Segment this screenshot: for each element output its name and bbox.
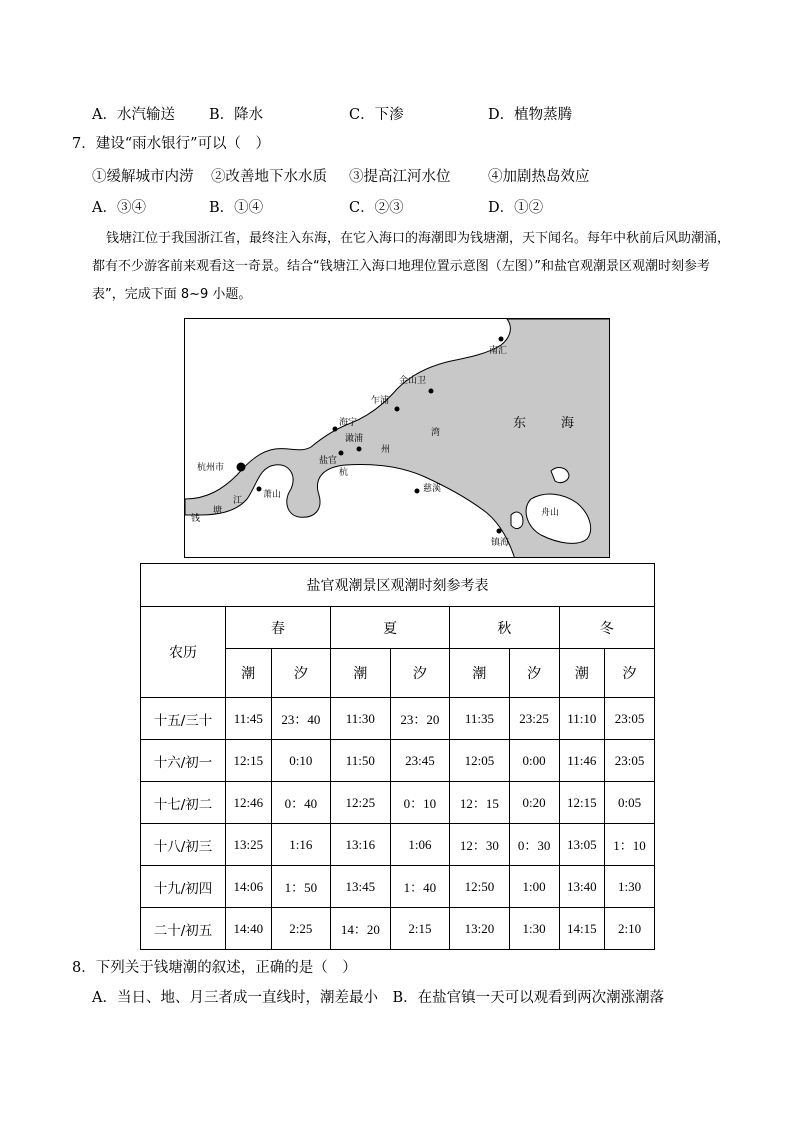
time-cell: 0：40: [271, 782, 331, 824]
time-cell: 13:16: [331, 824, 391, 866]
day-cell: 十八/初三: [141, 824, 226, 866]
season-autumn: 秋: [450, 607, 559, 649]
day-cell: 十九/初四: [141, 866, 226, 908]
island-small-1: [511, 512, 523, 528]
table-row: [141, 824, 655, 866]
sub-header: 潮: [331, 649, 391, 698]
time-cell: 13:05: [559, 824, 605, 866]
q6-option-b[interactable]: B．降水: [209, 107, 264, 123]
zhapu-dot: [395, 407, 400, 412]
day-cell: 十五/三十: [141, 698, 226, 740]
donghai-label-2: 海: [561, 416, 575, 431]
time-cell: 0:05: [605, 782, 655, 824]
nanhui-dot: [499, 337, 504, 342]
time-cell: 0：10: [390, 782, 450, 824]
yanguan-label: 盐官: [319, 456, 338, 466]
q7-choice-1: ①缓解城市内涝: [92, 169, 194, 185]
sub-header: 潮: [450, 649, 510, 698]
time-cell: 13:45: [331, 866, 391, 908]
qiantangjiang-label-tang: 塘: [213, 506, 223, 516]
time-cell: 14:15: [559, 908, 605, 950]
time-cell: 11:35: [450, 698, 510, 740]
time-cell: 12:25: [331, 782, 391, 824]
hangzhouwan-label-zhou: 州: [381, 445, 391, 455]
time-cell: 13:40: [559, 866, 605, 908]
q6-option-c[interactable]: C．下渗: [349, 107, 404, 123]
time-cell: 1:16: [271, 824, 331, 866]
qiantangjiang-label-qian: 钱: [191, 514, 201, 524]
zhoushan-label: 舟山: [541, 508, 560, 518]
zhenhai-label: 镇海: [491, 538, 510, 548]
row-header-lunar: 农历: [141, 607, 226, 698]
time-cell: 12:46: [226, 782, 272, 824]
time-cell: 11:10: [559, 698, 605, 740]
zhapu-label: 乍浦: [371, 396, 390, 406]
table-row: [141, 866, 655, 908]
table-title: 盐官观潮景区观潮时刻参考表: [141, 564, 655, 607]
q7-option-a[interactable]: A．③④: [92, 200, 146, 216]
table-row: [141, 908, 655, 950]
time-cell: 12:15: [559, 782, 605, 824]
time-cell: 14:40: [226, 908, 272, 950]
time-cell: 1：50: [271, 866, 331, 908]
q7-stem: 7．建设“雨水银行”可以（ ）: [72, 136, 271, 152]
qiantang-estuary-map: [184, 318, 610, 558]
time-cell: 12:50: [450, 866, 510, 908]
sub-header: 汐: [390, 649, 450, 698]
q6-option-d[interactable]: D．植物蒸腾: [488, 107, 573, 123]
time-cell: 0:10: [271, 740, 331, 782]
jinshanwei-dot: [429, 389, 434, 394]
day-cell: 十六/初一: [141, 740, 226, 782]
time-cell: 1：10: [605, 824, 655, 866]
table-row: [141, 698, 655, 740]
jinshanwei-label: 金山卫: [399, 376, 427, 386]
time-cell: 0:00: [509, 740, 559, 782]
day-cell: 十七/初二: [141, 782, 226, 824]
time-cell: 14:06: [226, 866, 272, 908]
time-cell: 12：30: [450, 824, 510, 866]
map-svg: [185, 319, 610, 558]
season-summer: 夏: [331, 607, 450, 649]
time-cell: 12:05: [450, 740, 510, 782]
tide-time-table: [140, 563, 655, 950]
time-cell: 23:25: [509, 698, 559, 740]
q7-option-b[interactable]: B．①④: [209, 200, 264, 216]
time-cell: 12：15: [450, 782, 510, 824]
time-cell: 23：20: [390, 698, 450, 740]
q7-option-d[interactable]: D．①②: [488, 200, 544, 216]
time-cell: 1:06: [390, 824, 450, 866]
qiantangjiang-label-jiang: 江: [233, 496, 243, 506]
time-cell: 2:25: [271, 908, 331, 950]
time-cell: 0:20: [509, 782, 559, 824]
time-cell: 1：40: [390, 866, 450, 908]
time-cell: 23:05: [605, 698, 655, 740]
nanhui-label: 南汇: [489, 346, 508, 356]
haining-label: 海宁: [339, 418, 358, 428]
season-winter: 冬: [559, 607, 654, 649]
time-cell: 12:15: [226, 740, 272, 782]
q6-option-a[interactable]: A．水汽输送: [92, 107, 175, 123]
time-cell: 11:30: [331, 698, 391, 740]
hangzhou-label: 杭州市: [197, 463, 225, 473]
time-cell: 11:45: [226, 698, 272, 740]
table-row: [141, 740, 655, 782]
q7-option-c[interactable]: C．②③: [349, 200, 404, 216]
sub-header: 汐: [509, 649, 559, 698]
q8-stem: 8．下列关于钱塘潮的叙述，正确的是（ ）: [72, 960, 357, 976]
cixi-dot: [415, 489, 420, 494]
zhenhai-dot: [497, 529, 502, 534]
time-cell: 0：30: [509, 824, 559, 866]
time-cell: 2:15: [390, 908, 450, 950]
yanguan-dot: [339, 451, 344, 456]
time-cell: 2:10: [605, 908, 655, 950]
time-cell: 1:00: [509, 866, 559, 908]
ganpu-label: 澉浦: [345, 434, 364, 444]
hangzhouwan-label-wan: 湾: [431, 428, 441, 438]
xiaoshan-label: 萧山: [263, 490, 282, 500]
donghai-label-1: 东: [513, 416, 527, 431]
q7-choice-2: ②改善地下水水质: [211, 169, 327, 185]
time-cell: 13:25: [226, 824, 272, 866]
hangzhouwan-label-hang: 杭: [339, 468, 349, 478]
time-cell: 23：40: [271, 698, 331, 740]
passage-text: 钱塘江位于我国浙江省，最终注入东海，在它入海口的海潮即为钱塘潮，天下闻名。每年中秋前后风助潮涌，都有不少游客前来观看这一奇景。结合“钱塘江入海口地理位置示意图（左图）”和盐官观潮景区观潮时刻参考表”，完成下面 8~9 小题。: [92, 231, 731, 302]
haining-dot: [333, 427, 338, 432]
time-cell: 11:50: [331, 740, 391, 782]
time-cell: 23:45: [390, 740, 450, 782]
sub-header: 汐: [605, 649, 655, 698]
reading-passage: [92, 225, 732, 309]
time-cell: 1:30: [605, 866, 655, 908]
table-row: [141, 782, 655, 824]
q7-choice-3: ③提高江河水位: [349, 169, 451, 185]
sub-header: 潮: [559, 649, 605, 698]
sub-header: 潮: [226, 649, 272, 698]
hangzhou-dot: [237, 463, 246, 472]
ganpu-dot: [357, 447, 362, 452]
time-cell: 14：20: [331, 908, 391, 950]
season-spring: 春: [226, 607, 331, 649]
time-cell: 13:20: [450, 908, 510, 950]
day-cell: 二十/初五: [141, 908, 226, 950]
q7-choice-4: ④加剧热岛效应: [488, 169, 590, 185]
sub-header: 汐: [271, 649, 331, 698]
time-cell: 23:05: [605, 740, 655, 782]
xiaoshan-dot: [257, 487, 262, 492]
time-cell: 1:30: [509, 908, 559, 950]
time-cell: 11:46: [559, 740, 605, 782]
cixi-label: 慈溪: [423, 484, 442, 494]
q8-options-ab[interactable]: A．当日、地、月三者成一直线时，潮差最小 B．在盐官镇一天可以观看到两次潮涨潮落: [92, 990, 665, 1006]
